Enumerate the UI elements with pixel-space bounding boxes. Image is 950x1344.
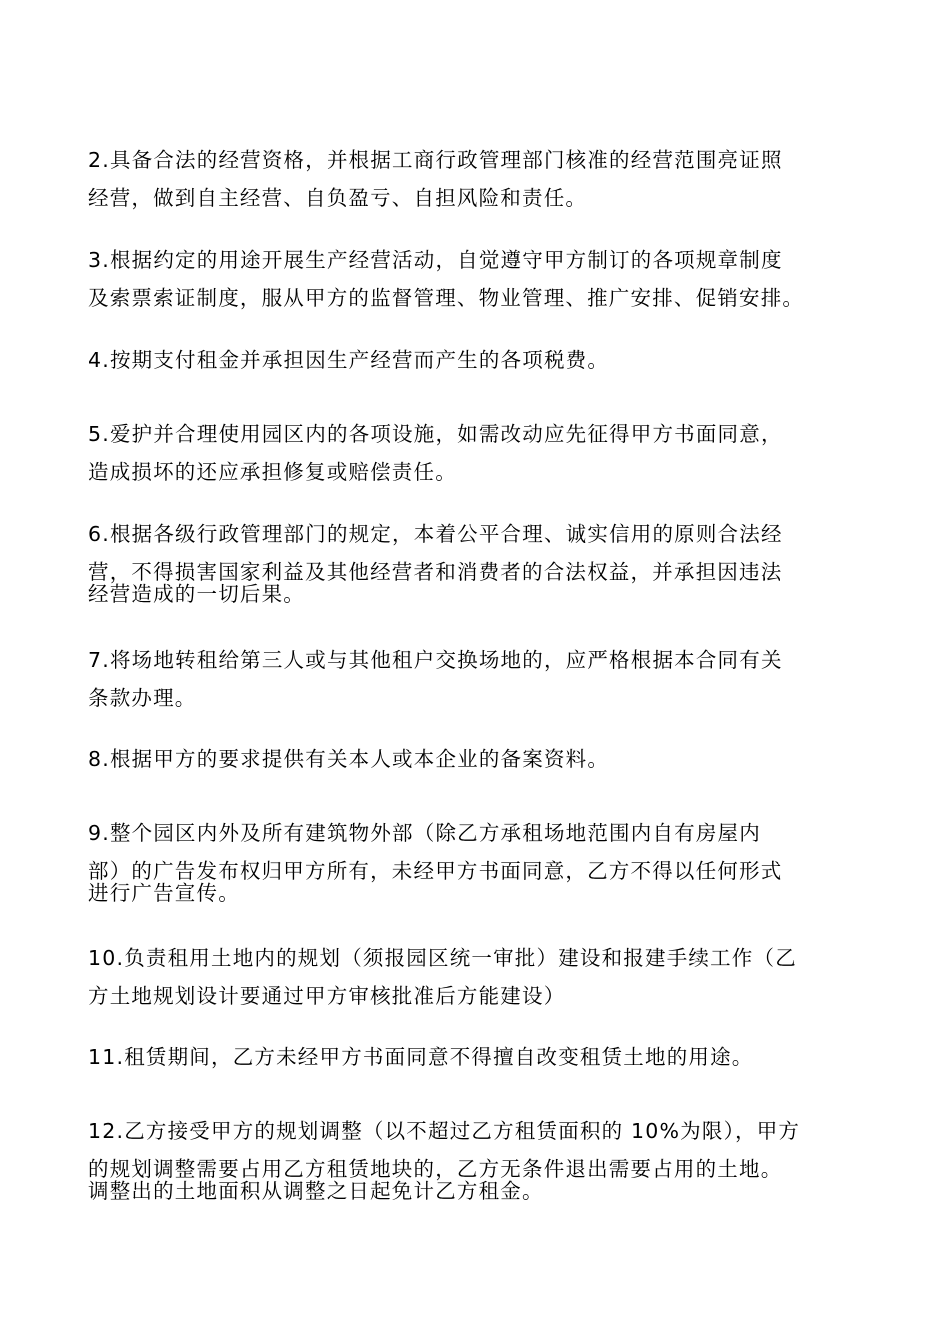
clause-line: 12.乙方接受甲方的规划调整（以不超过乙方租赁面积的 10%为限），甲方: [88, 1119, 801, 1143]
clause-11: [88, 1045, 878, 1069]
clause-line: 4.按期支付租金并承担因生产经营而产生的各项税费。: [88, 348, 610, 372]
clause-7: [88, 648, 878, 710]
clause-line: 及索票索证制度，服从甲方的监督管理、物业管理、推广安排、促销安排。: [88, 286, 805, 310]
clause-4: [88, 348, 878, 372]
clause-line: 2.具备合法的经营资格，并根据工商行政管理部门核准的经营范围亮证照: [88, 148, 783, 172]
clause-line: 条款办理。: [88, 686, 197, 710]
clause-2: [88, 148, 878, 210]
clause-line: 营，不得损害国家利益及其他经营者和消费者的合法权益，并承担因违法: [88, 560, 783, 584]
clause-9: [88, 821, 878, 905]
clause-line: 10.负责租用土地内的规划（须报园区统一审批）建设和报建手续工作（乙: [88, 946, 797, 970]
clause-line: 8.根据甲方的要求提供有关本人或本企业的备案资料。: [88, 747, 610, 771]
clause-line: 调整出的土地面积从调整之日起免计乙方租金。: [88, 1179, 544, 1203]
clause-line: 7.将场地转租给第三人或与其他租户交换场地的，应严格根据本合同有关: [88, 648, 783, 672]
clause-10: [88, 946, 878, 1008]
clause-line: 部）的广告发布权归甲方所有，未经甲方书面同意，乙方不得以任何形式: [88, 859, 783, 883]
clause-6: [88, 522, 878, 606]
clause-line: 进行广告宣传。: [88, 881, 240, 905]
clause-5: [88, 422, 878, 484]
clause-8: [88, 747, 878, 771]
clause-line: 经营，做到自主经营、自负盈亏、自担风险和责任。: [88, 186, 588, 210]
clause-line: 9.整个园区内外及所有建筑物外部（除乙方承租场地范围内自有房屋内: [88, 821, 761, 845]
clause-line: 3.根据约定的用途开展生产经营活动，自觉遵守甲方制订的各项规章制度: [88, 248, 783, 272]
clause-line: 经营造成的一切后果。: [88, 582, 305, 606]
clause-line: 11.租赁期间，乙方未经甲方书面同意不得擅自改变租赁土地的用途。: [88, 1045, 754, 1069]
clause-12: [88, 1119, 878, 1203]
clause-line: 造成损坏的还应承担修复或赔偿责任。: [88, 460, 457, 484]
clause-3: [88, 248, 878, 310]
clause-line: 的规划调整需要占用乙方租赁地块的，乙方无条件退出需要占用的土地。: [88, 1157, 783, 1181]
clause-line: 5.爱护并合理使用园区内的各项设施，如需改动应先征得甲方书面同意，: [88, 422, 783, 446]
clause-line: 方土地规划设计要通过甲方审核批准后方能建设）: [88, 984, 566, 1008]
clause-line: 6.根据各级行政管理部门的规定，本着公平合理、诚实信用的原则合法经: [88, 522, 783, 546]
